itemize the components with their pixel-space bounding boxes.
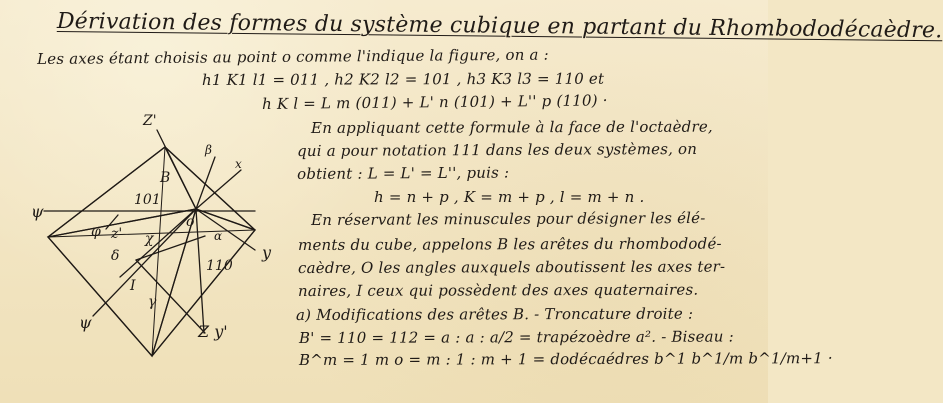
text-line-9: ments du cube, appelons B les arêtes du rhombododé- — [297, 234, 722, 254]
text-line-14: B^m = 1 m o = m : 1 : m + 1 = dodécaédres b^1 b^1/m b^1/m+1 · — [298, 349, 833, 369]
text-line-13: B' = 110 = 112 = a : a : a/2 = trapézoèdre a². - Biseau : — [298, 327, 734, 347]
crystal-diagram — [0, 112, 300, 400]
label-delta: δ — [111, 248, 120, 264]
text-line-4: En appliquant cette formule à la face de l'octaèdre, — [310, 117, 713, 137]
text-line-3: h K l = L m (011) + L' n (101) + L'' p (110) · — [261, 91, 608, 113]
label-i: I — [130, 278, 136, 294]
text-line-2: h1 K1 l1 = 011 , h2 K2 l2 = 101 , h3 K3 l3 = 110 et — [201, 69, 605, 89]
label-beta: β — [205, 143, 212, 157]
text-line-6: obtient : L = L' = L'', puis : — [296, 163, 510, 183]
inner-diagonal-2 — [136, 260, 205, 333]
text-line-11: naires, I ceux qui possèdent des axes quaternaires. — [297, 280, 699, 300]
text-line-5: qui a pour notation 111 dans les deux systèmes, on — [296, 139, 698, 160]
label-x: x — [235, 157, 242, 171]
label-z-prime: Z' — [143, 113, 157, 129]
label-psi-top: ψ — [31, 202, 44, 221]
label-alpha: α — [214, 229, 223, 243]
label-chi: χ — [145, 231, 154, 247]
document-title: Dérivation des formes du système cubique en partant du Rhombododécaèdre. — [56, 9, 943, 44]
text-line-12: a) Modifications des arêtes B. - Troncature droite : — [295, 304, 694, 324]
text-line-7: h = n + p , K = m + p , l = m + n . — [374, 188, 645, 206]
label-phi: φ — [91, 224, 101, 240]
label-b: B — [160, 170, 171, 186]
label-o: o — [186, 214, 195, 230]
text-line-1: Les axes étant choisis au point o comme l'indique la figure, on a : — [36, 45, 549, 68]
label-gamma: γ — [148, 294, 157, 310]
axis-y-right — [196, 209, 255, 250]
label-face-110: 110 — [206, 258, 233, 274]
label-face-101: 101 — [134, 192, 161, 208]
label-psi-bottom: ψ — [79, 313, 92, 332]
label-y: y — [262, 243, 272, 262]
text-line-10: caèdre, O les angles auxquels aboutissent les axes ter- — [297, 257, 726, 277]
text-line-8: En réservant les minuscules pour désigner les élé- — [310, 208, 706, 229]
label-z-prime-left: z' — [111, 226, 123, 242]
axis-z-bottom — [196, 209, 204, 333]
label-z-y-prime: Z y' — [198, 322, 228, 341]
